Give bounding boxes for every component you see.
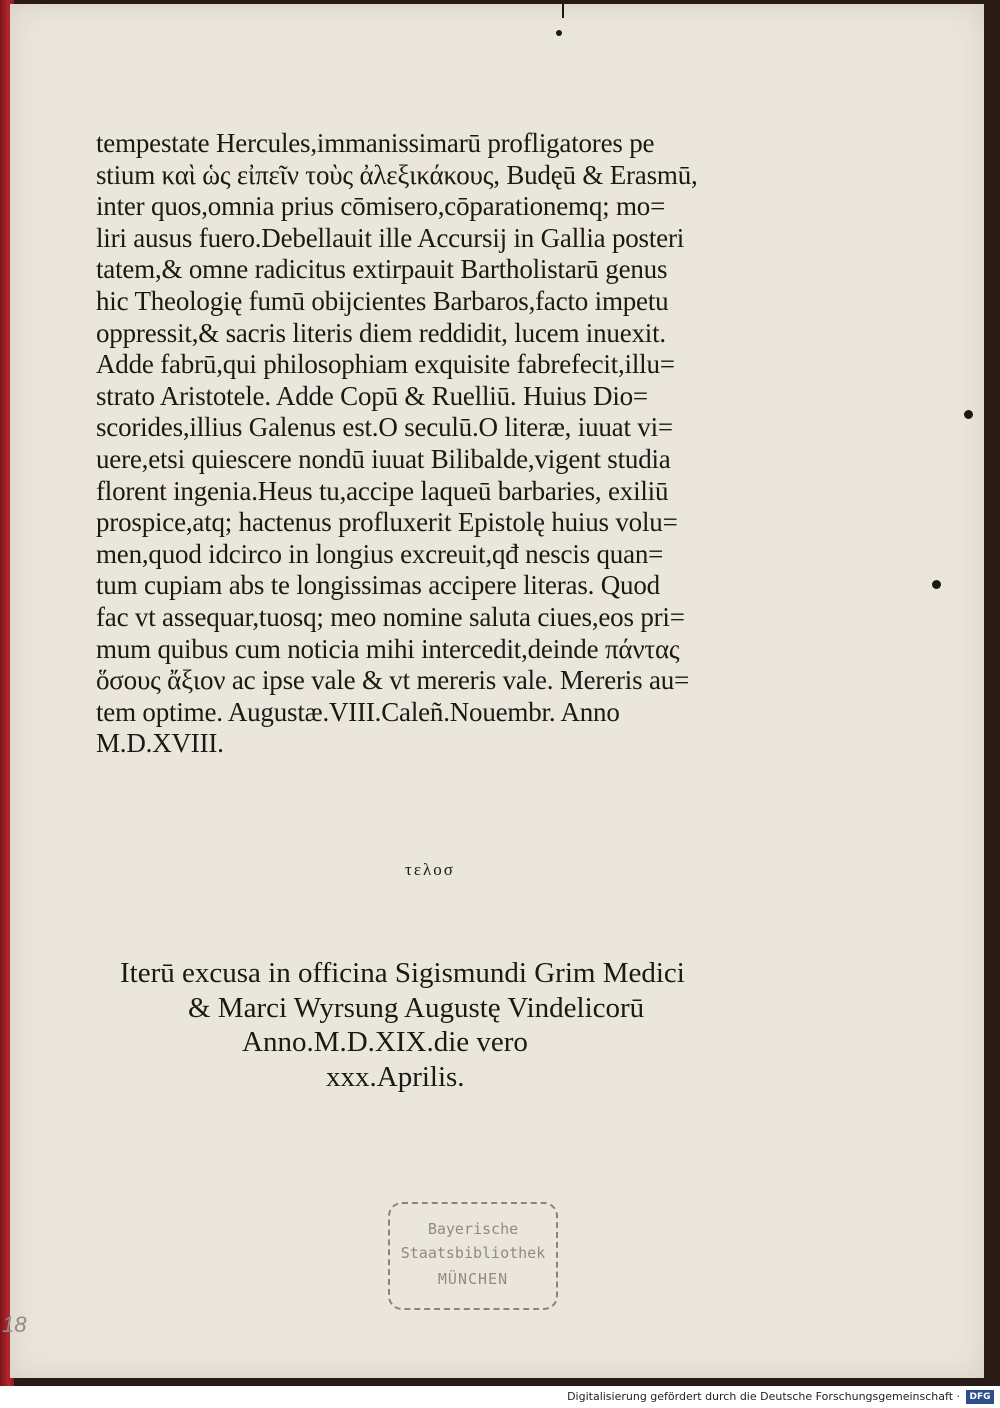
colophon [120, 956, 685, 1094]
main-text-block [96, 128, 826, 760]
stamp-line: MÜNCHEN [437, 1270, 509, 1288]
text-line: florent ingenia.Heus tu,accipe laqueū barbaries, exiliū [96, 475, 669, 506]
library-stamp [388, 1202, 558, 1310]
text-line: fac vt assequar,tuosq; meo nomine saluta ciues,eos pri= [96, 601, 685, 632]
text-line: tatem,& omne radicitus extirpauit Bartholistarū genus [96, 254, 668, 285]
thread-mark [562, 4, 564, 18]
text-line: mum quibus cum noticia mihi intercedit,deinde πάντας [96, 633, 680, 664]
ink-dot [556, 30, 562, 36]
text-line: ὅσους ἄξιον ac ipse vale & vt mereris vale. Mereris au= [96, 665, 690, 696]
colophon-line: Anno.M.D.XIX.die vero [242, 1026, 528, 1058]
text-line: liri ausus fuero.Debellauit ille Accursij in Gallia posteri [96, 222, 685, 253]
footer-bar [0, 1386, 1000, 1408]
text-line: stium καὶ ὡς εἰπεῖν τοὺς ἀλεξικάκους, Budęū & Erasmū, [96, 159, 698, 190]
text-line: prospice,atq; hactenus profluxerit Epistolę huius volu= [96, 507, 678, 538]
text-line: tem optime. Augustæ.VIII.Caleñ.Nouembr. Anno [96, 696, 620, 727]
stamp-line: Staatsbibliothek [400, 1244, 546, 1262]
text-line: uere,etsi quiescere nondū iuuat Bilibalde,vigent studia [96, 443, 671, 474]
colophon-line: xxx.Aprilis. [326, 1060, 465, 1093]
text-line: hic Theologię fumū obijcientes Barbaros,facto impetu [96, 285, 669, 316]
dfg-logo: DFG [966, 1390, 994, 1404]
colophon-line: Iterū excusa in officina Sigismundi Grim Medici [120, 957, 685, 989]
ink-dot [932, 580, 941, 589]
text-line: M.D.XVIII. [96, 728, 224, 759]
text-line: Adde fabrū,qui philosophiam exquisite fabrefecit,illu= [96, 349, 675, 380]
text-line: strato Aristotele. Adde Copū & Ruelliū. Huius Dio= [96, 380, 648, 411]
text-line: inter quos,omnia prius cōmisero,cōparationemq; mo= [96, 191, 666, 222]
stamp-line: Bayerische [427, 1220, 519, 1238]
text-line: tum cupiam abs te longissimas accipere literas. Quod [96, 570, 660, 601]
telos-mark: τελοσ [405, 860, 455, 879]
text-line: oppressit,& sacris literis diem reddidit, lucem inuexit. [96, 317, 666, 348]
footer-credit: Digitalisierung gefördert durch die Deutsche Forschungsgemeinschaft · [567, 1390, 960, 1403]
ink-dot [964, 410, 973, 419]
folio-mark: 18 [2, 1312, 27, 1337]
colophon-line: & Marci Wyrsung Augustę Vindelicorū [188, 991, 645, 1024]
text-line: scorides,illius Galenus est.O seculū.O literæ, iuuat vi= [96, 412, 673, 443]
text-line: tempestate Hercules,immanissimarū profligatores pe [96, 128, 655, 158]
text-line: men,quod idcirco in longius excreuit,qđ nescis quan= [96, 538, 664, 569]
